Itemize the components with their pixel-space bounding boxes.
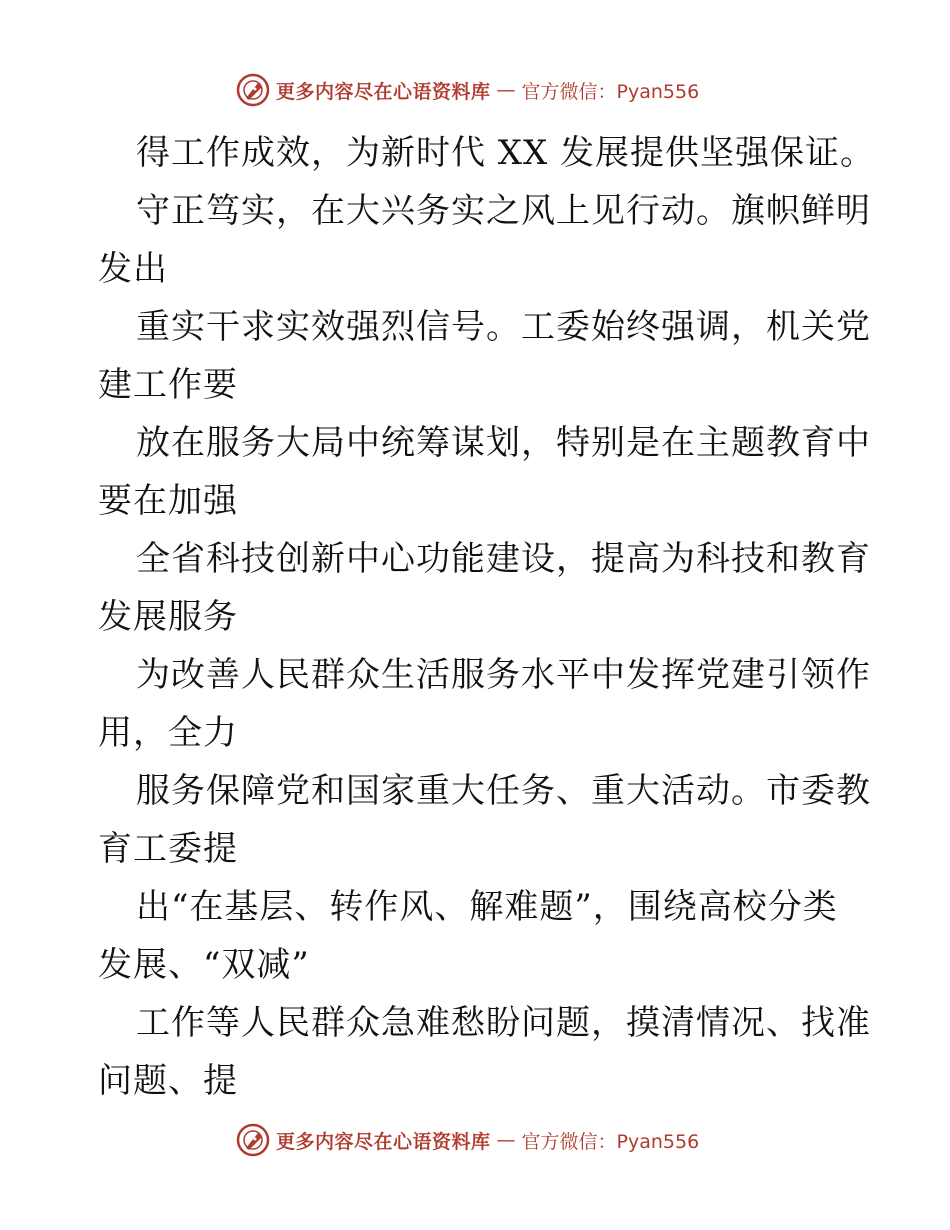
text-line: 出“在基层、转作风、解难题”，围绕高校分类: [136, 887, 838, 927]
text-line: 育工委提: [98, 829, 238, 869]
watermark-separator: —: [496, 79, 516, 101]
text-line: 放在服务大局中统筹谋划，特别是在主题教育中: [136, 423, 871, 463]
text-line: 重实干求实效强烈信号。工委始终强调，机关党: [136, 307, 871, 347]
pen-nib-logo-icon: [236, 1123, 270, 1157]
text-line: 发展服务: [98, 597, 238, 637]
text-line: 服务保障党和国家重大任务、重大活动。市委教: [136, 771, 871, 811]
watermark-text: 更多内容尽在心语资料库: [276, 80, 491, 103]
text-line: 问题、提: [98, 1061, 238, 1101]
text-line: 全省科技创新中心功能建设，提高为科技和教育: [136, 539, 871, 579]
watermark-text: 更多内容尽在心语资料库: [276, 1130, 491, 1153]
watermark-separator: —: [496, 1129, 516, 1151]
text-line: 工作等人民群众急难愁盼问题，摸清情况、找准: [136, 1003, 871, 1043]
header-watermark: [236, 72, 699, 108]
text-line: 为改善人民群众生活服务水平中发挥党建引领作: [136, 655, 871, 695]
text-line: 发出: [98, 249, 168, 289]
pen-nib-logo-icon: [236, 73, 270, 107]
text-line: 要在加强: [98, 481, 238, 521]
document-body: [98, 124, 876, 1110]
watermark-contact: 官方微信：Pyan556: [521, 80, 700, 103]
text-line: 用，全力: [98, 713, 238, 753]
watermark-contact: 官方微信：Pyan556: [521, 1130, 700, 1153]
text-line: 得工作成效，为新时代 XX 发展提供坚强保证。: [136, 133, 876, 173]
text-line: 建工作要: [98, 365, 238, 405]
text-line: 守正笃实，在大兴务实之风上见行动。旗帜鲜明: [136, 191, 871, 231]
text-line: 发展、“双减”: [98, 945, 310, 985]
footer-watermark: [236, 1122, 699, 1158]
